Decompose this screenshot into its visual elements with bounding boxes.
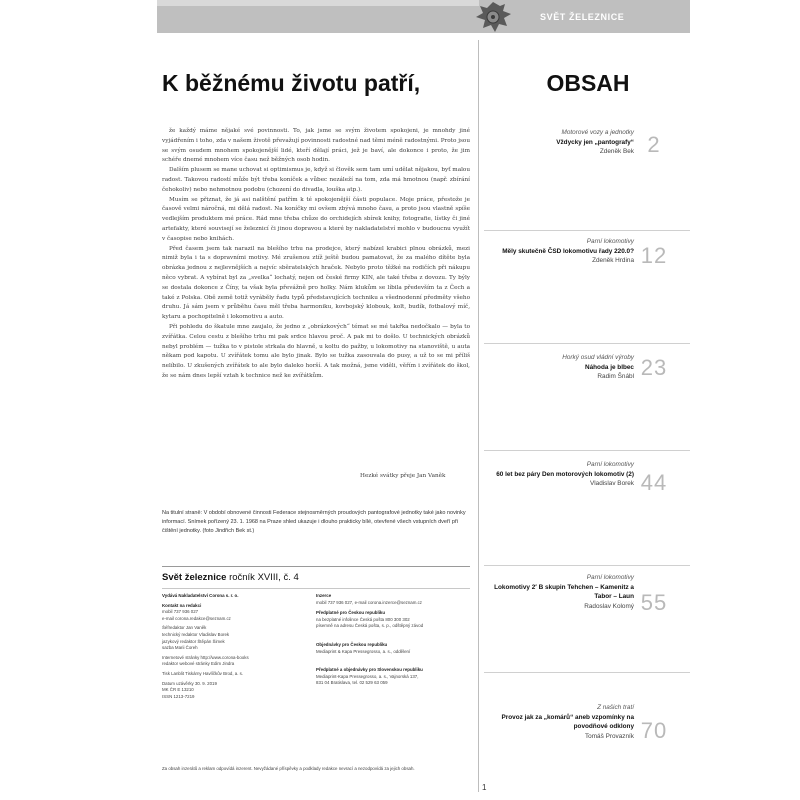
masthead-volume: ročník XVIII, č. 4	[229, 572, 299, 583]
toc-author: Zdeněk Hrdina	[592, 257, 634, 265]
imprint-line: Tisk Lanblit Tiskárny Havlíčkův Brod, a. s.	[162, 670, 244, 676]
imprint-line: ISSN 1213-7219	[162, 693, 195, 699]
toc-category: Parní lokomotivy	[586, 461, 634, 468]
masthead-name: Svět železnice	[162, 572, 227, 583]
imprint-line: Mediaprint & Kapa Pressegrosso, a. s., oddělení	[316, 648, 411, 654]
toc-category: Parní lokomotivy	[586, 574, 634, 581]
toc-title: Vždycky jen „pantografy“	[556, 138, 634, 146]
imprint-line: redaktor webové stránky Edim Jindra	[162, 661, 235, 667]
imprint-line: 831 04 Bratislava, tel. 02 529 63 059	[316, 680, 388, 686]
toc-author: Tomáš Provazník	[584, 732, 634, 740]
toc-page-number: 23	[640, 355, 668, 380]
imprint-right-column	[316, 593, 472, 687]
toc-divider	[484, 230, 690, 231]
toc-divider	[484, 672, 690, 673]
toc-author: Radoslav Kolomý	[584, 602, 634, 610]
imprint-line: písemně na adresu Česká pošta, s. p., odštěpný závod	[316, 623, 424, 629]
page-number: 1	[482, 783, 487, 792]
imprint-line: MK ČR E 13210	[162, 687, 194, 693]
imprint-line: technický redaktor Vladislav Borek	[162, 631, 230, 637]
editorial-headline: K běžnému životu patří,	[162, 70, 421, 96]
imprint-footer-note: Za obsah inzerátů a reklam odpovídá inzerent. Nevyžádané příspěvky a podklady redakce nevrací a nezodpovídá za jejich obsah.	[162, 766, 415, 771]
imprint-line: Datum uzávěrky 30. 9. 2019	[162, 680, 217, 686]
toc-title: Provoz jak za „komárů“ aneb vzpomínky na povodňové odklony	[501, 713, 634, 731]
imprint-line: Mediaprint-Kapa Pressegrosso, a. s., Vajnorská 137,	[316, 673, 419, 679]
winged-wheel-logo-icon	[469, 0, 517, 34]
imprint-line: sazba Marii Čoreh	[162, 645, 198, 651]
editorial-signature: Hezké svátky přeje Jan Vaněk	[360, 473, 446, 479]
imprint-left-column	[162, 593, 302, 700]
cover-photo-caption: Na titulní straně: V období obnovené činnosti Federace stejnosměrných proudových pantografové jednotky také jako novinky informací. Snímek pořízený 23. 1. 1968 na Praze shled ukazuje i dlouho prakticky bílé, otevřené všech vstupních dveří při čištění jednotky. (foto Jindřich Bek st.)	[162, 510, 466, 534]
imprint-line: Internetové stránky http://www.corona-books	[162, 654, 249, 660]
imprint-line: jazykový redaktor Štěpán Šimek	[162, 638, 225, 644]
toc-category: Motorové vozy a jednotky	[561, 129, 634, 136]
magazine-section-label: SVĚT ŽELEZNICE	[540, 12, 625, 22]
toc-author: Radim Šnábl	[597, 373, 634, 381]
masthead-divider	[162, 566, 470, 567]
imprint-line: Kontakt na redakci	[162, 602, 202, 608]
toc-page-number: 44	[640, 470, 668, 495]
toc-page-number: 12	[640, 243, 668, 268]
toc-title: Náhoda je blbec	[584, 363, 634, 371]
imprint-line: mobil 737 936 027	[162, 609, 199, 615]
toc-category: Horký osud vládní výroby	[562, 354, 634, 361]
masthead-divider	[162, 588, 470, 589]
imprint-line: e-mail corona.redakce@seznam.cz	[162, 615, 231, 621]
toc-title: 60 let bez páry Den motorových lokomotiv (2)	[496, 470, 634, 478]
article-paragraph: Před časem jsem tak narazil na blešího trhu na prodejce, který nabízel krabici plnou obrázků, mezi nimiž byla i ta s dopravními motivy. Mé zrušenou ztíž ještě budou pamatovat, že za malého dítěte byla obrázka jednou z nejlevnějších a nejvíc sběratelských hraček. Nebylo proto těžké na rodičích při nákupu něco vybrat. A vybírat byl za „svelka“ lochatý, nejen od české firmy KIN, ale také třeba z dovozu. Ty býly se dostala dokonce z Číny, ta však byla převážně pro holky. Nám klukům se líbila především ta z Čech a také z Polska. Obě země totiž vyráběly řadu typů představujících techniku a všednodenní předměty všeho druhu. Já sám jsem v průběhu času měl třeba harmoniku, kovbojský klobouk, kolt, budík, fotbalový míč, kytaru a pochopitelně i lokomotivu a auto.	[162, 245, 470, 321]
article-paragraph: Dalším plusem se mane uchovat si optimismus je, když si člověk sem tam umí udělat nějakou, byť malou radost. Takovou radostí může být třeba koníček a vůbec nezáleží na tom, zda má hmotnou (např. zbírání čehokoliv) nebo nehmotnou podobu (chození do divadla, louška atp.).	[162, 167, 470, 193]
contents-heading: OBSAH	[546, 70, 630, 96]
imprint-line: Předplatné pro Českou republiku	[316, 610, 386, 616]
toc-category: Parní lokomotivy	[586, 238, 634, 245]
article-paragraph: Musím se přiznat, že já asi nalštění patřím k té spokojenější části populace. Moje práce, přestože je časově velmi náročná, mi dělá radost. Na koníčky mi ovšem zbývá mnoho času, a proto jsou vlastně spíše vedlejším produktem mé práce. Rád mne třeba chůze do orchidejích sbírek knihy, fotografie, lístky či jiné artefakty, které souvisejí se železnicí či jinou dopravou a které by nakladatelství mohlo v budoucnu využít v časopise nebo knihách.	[162, 196, 470, 242]
toc-author: Vladislav Borek	[589, 480, 634, 488]
imprint-line: Předplatné a objednávky pro Slovenskou republiku	[316, 667, 423, 673]
toc-title: Měly skutečně ČSD lokomotivu řady 220.0?	[502, 247, 634, 255]
toc-category: Z našich tratí	[597, 704, 634, 711]
toc-page-number: 55	[640, 590, 668, 615]
masthead-title	[162, 572, 299, 583]
imprint-line: Objednávky pro Českou republiku	[316, 641, 388, 647]
imprint-line: Vydává Nakladatelství Corona s. r. o.	[162, 593, 239, 598]
toc-divider	[484, 343, 690, 344]
toc-page-number: 70	[640, 718, 668, 743]
toc-author: Zdeněk Bek	[599, 148, 634, 156]
article-paragraph: že každý máme nějaké své povinnosti. To, jak jsme se svým životem spokojeni, je mnohdy jiné vyjádřením i toho, zda v našem životě převažují povinnosti radostné nad těmi méně radostnými. Proto jsou se svým osudem mnohem spokojenější lidé, kteří dělají práci, jež je baví, ale dokonce i proto, že jim schéře dnemé mnohem více času než běžných osob hodin.	[162, 128, 470, 164]
toc-divider	[484, 565, 690, 566]
imprint-line: mobil 737 936 027, e-mail corona.inzerce@seznam.cz	[316, 599, 422, 605]
toc-page-number: 2	[647, 132, 661, 157]
header-band-highlight	[157, 0, 479, 6]
toc-divider	[484, 450, 690, 451]
imprint-line: na bezplatné infolince Česká pošta 800 300 302	[316, 616, 410, 622]
imprint-line: Šéfredaktor Jan Vaněk	[162, 625, 207, 631]
imprint-line: Inzerce	[316, 593, 332, 598]
editorial-article	[162, 127, 470, 382]
article-paragraph: Při pohledu do škatule mne zaujalo, že jedno z „obrázkových“ témat se mé takřka nedočkalo — byla to zvířátka. Celou cestu z blešího trhu mi pak srdce hlavou proč. A pak mi to došlo. U technických obrázků nebyl problém — tužka to v pistole strkala do hlavně, u koltu do pažby, u lokomotivy na stanoviště, u auta někam pod kapotu. U zvířátek tomu ale bylo jinak. Bylo se tužka zasouvala do pusy, a už to se mi příliš nelíbilo. U zkušených zvířátek to ale bylo daleko horší. A tak možná, jsme viděli, věřím i zvířátek do škol, že se nám dnes lepší vztah k technice než ke zvířátkům.	[162, 323, 470, 379]
toc-title: Lokomotivy 2′ B skupin Tehchen – Kamenitz a Tabor – Laun	[494, 583, 634, 601]
column-divider	[478, 40, 479, 792]
